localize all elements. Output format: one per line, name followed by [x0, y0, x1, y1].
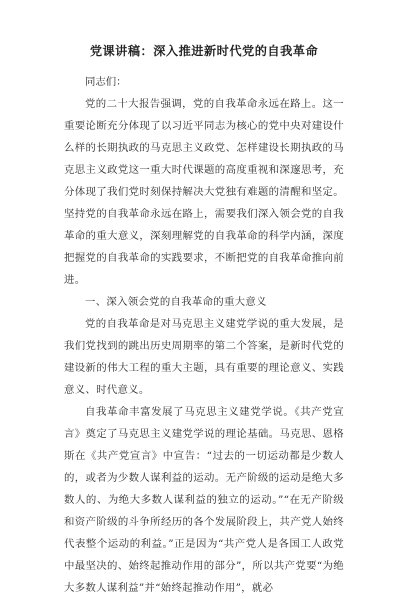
section-paragraph: 党的自我革命是对马克思主义建党学说的重大发展，是我们党找到的跳出历史周期率的第二个答案，是新时代党的建设新的伟大工程的重大主题，具有重要的理论意义、实践意义、时代意义。	[64, 318, 344, 396]
section-paragraph: 自我革命丰富发展了马克思主义建党学说。《共产党宣言》奠定了马克思主义建党学说的理论基础。马克思、恩格斯在《共产党宣言》中宣告：“过去的一切运动都是少数人的，或者为少数人谋利益的运动。无产阶级的运动是绝大多数人的、为绝大多数人谋利益的独立的运动。”“在无产阶级和资产阶级的斗争所经历的各个发展阶段上，共产党人始终代表整个运动的利益。”正是因为“共产党人是各国工人政党中最坚决的、始终起推动作用的部分”，所以共产党要“为绝大多数人谋利益”并“始终起推动作用”，就必	[64, 406, 344, 594]
salutation: 同志们：	[85, 76, 127, 88]
document-title: 党课讲稿：深入推进新时代党的自我革命	[89, 44, 319, 58]
intro-paragraph: 党的二十大报告强调，党的自我革命永远在路上。这一重要论断充分体现了以习近平同志为核心的党中央对建设什么样的长期执政的马克思主义政党、怎样建设长期执政的马克思主义政党这一重大时代课题的高度重视和深邃思考，充分体现了我们党时刻保持解决大党独有难题的清醒和坚定。坚持党的自我革命永远在路上，需要我们深入领会党的自我革命的重大意义，深刻理解党的自我革命的科学内涵，深度把握党的自我革命的实践要求，不断把党的自我革命推向前进。	[64, 98, 344, 286]
section-heading: 一、深入领会党的自我革命的重大意义	[85, 296, 267, 308]
